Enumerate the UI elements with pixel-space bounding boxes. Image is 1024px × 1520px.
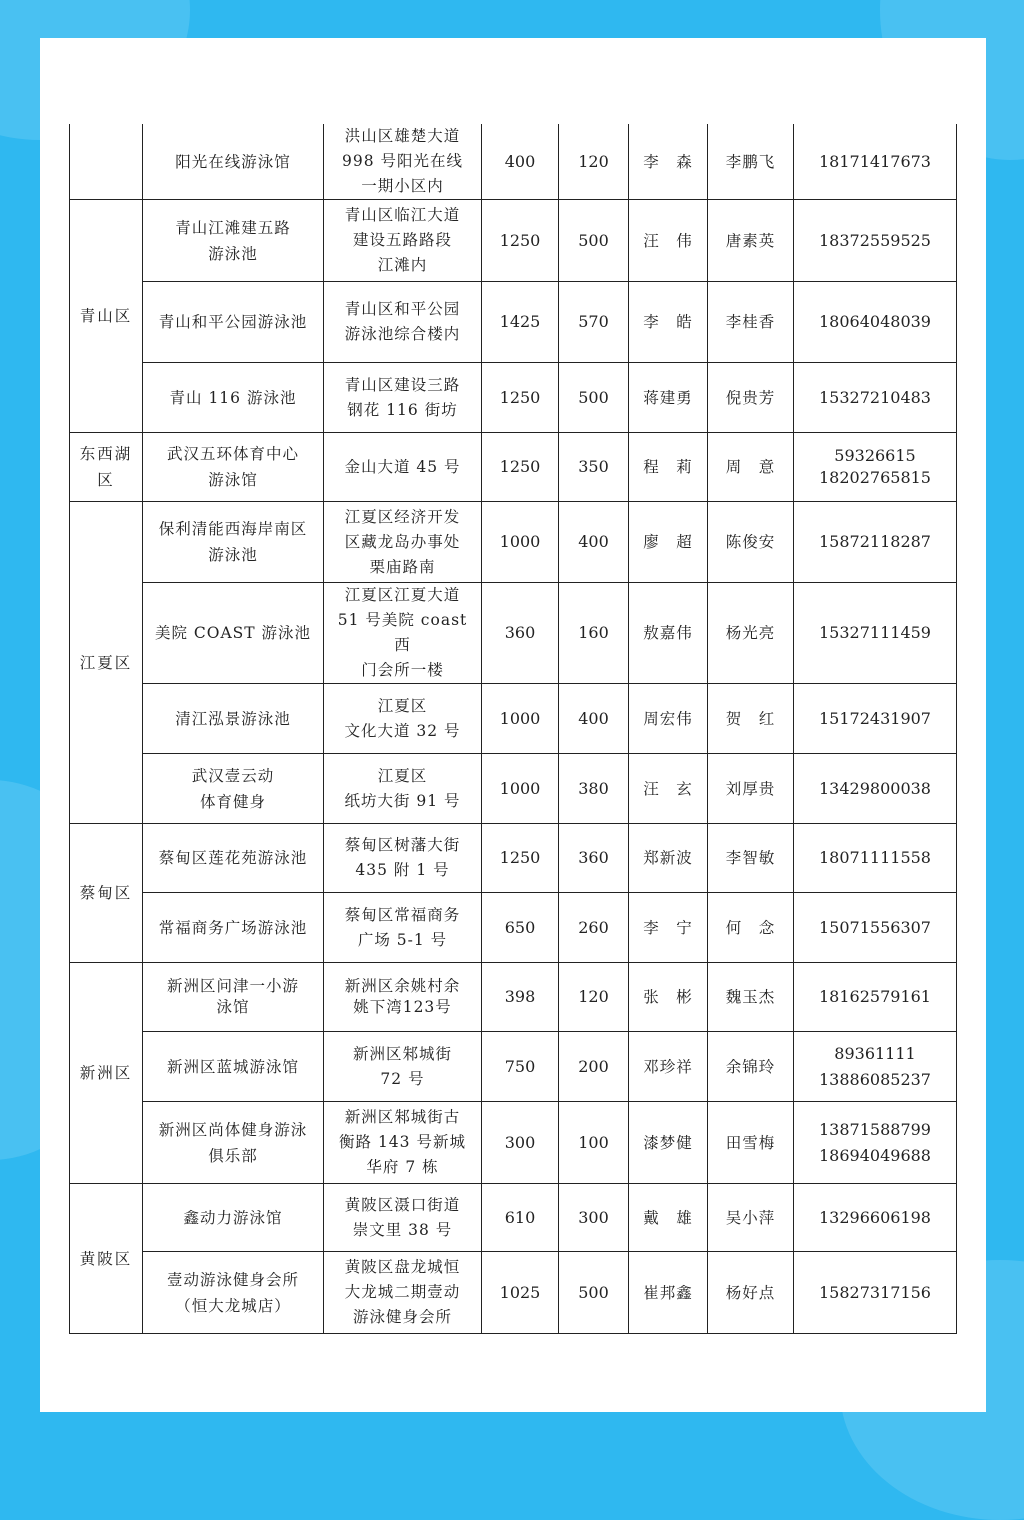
district-cell	[70, 124, 143, 200]
contact-person-cell: 李 宁	[629, 893, 708, 963]
phone-cell: 13296606198	[794, 1184, 957, 1252]
supervisor-cell: 杨光亮	[708, 583, 794, 684]
contact-person-cell: 蒋建勇	[629, 363, 708, 433]
contact-person-cell: 汪 伟	[629, 200, 708, 282]
address-cell: 青山区和平公园 游泳池综合楼内	[324, 282, 482, 363]
supervisor-cell: 田雪梅	[708, 1102, 794, 1184]
capacity-cell: 380	[559, 754, 629, 824]
area-cell: 750	[482, 1032, 559, 1102]
pool-name-cell: 阳光在线游泳馆	[143, 124, 324, 200]
capacity-cell: 570	[559, 282, 629, 363]
district-cell: 东西湖 区	[70, 433, 143, 502]
pool-name-cell: 美院 COAST 游泳池	[143, 583, 324, 684]
capacity-cell: 360	[559, 824, 629, 893]
supervisor-cell: 魏玉杰	[708, 963, 794, 1032]
supervisor-cell: 何 念	[708, 893, 794, 963]
swimming-pool-table	[69, 124, 957, 1334]
table-row	[70, 282, 957, 363]
address-cell: 黄陂区滠口街道 崇文里 38 号	[324, 1184, 482, 1252]
table-row	[70, 200, 957, 282]
pool-name-cell: 壹动游泳健身会所 （恒大龙城店）	[143, 1252, 324, 1334]
capacity-cell: 300	[559, 1184, 629, 1252]
table-row	[70, 1184, 957, 1252]
phone-cell: 15071556307	[794, 893, 957, 963]
phone-cell: 18162579161	[794, 963, 957, 1032]
pool-name-cell: 蔡甸区莲花苑游泳池	[143, 824, 324, 893]
pool-name-cell: 新洲区问津一小游 泳馆	[143, 963, 324, 1032]
area-cell: 650	[482, 893, 559, 963]
address-cell: 江夏区经济开发 区藏龙岛办事处 栗庙路南	[324, 502, 482, 583]
table-row	[70, 684, 957, 754]
contact-person-cell: 李 森	[629, 124, 708, 200]
supervisor-cell: 唐素英	[708, 200, 794, 282]
address-cell: 新洲区邾城街 72 号	[324, 1032, 482, 1102]
pool-name-cell: 青山 116 游泳池	[143, 363, 324, 433]
pool-name-cell: 保利清能西海岸南区 游泳池	[143, 502, 324, 583]
phone-cell: 13871588799 18694049688	[794, 1102, 957, 1184]
supervisor-cell: 余锦玲	[708, 1032, 794, 1102]
document-page	[40, 38, 986, 1412]
capacity-cell: 260	[559, 893, 629, 963]
area-cell: 1000	[482, 754, 559, 824]
address-cell: 蔡甸区树藩大街 435 附 1 号	[324, 824, 482, 893]
table-row	[70, 754, 957, 824]
capacity-cell: 120	[559, 963, 629, 1032]
table-row	[70, 433, 957, 502]
area-cell: 1250	[482, 433, 559, 502]
pool-name-cell: 武汉五环体育中心 游泳馆	[143, 433, 324, 502]
phone-cell: 15827317156	[794, 1252, 957, 1334]
capacity-cell: 120	[559, 124, 629, 200]
table-row	[70, 963, 957, 1032]
table-row	[70, 893, 957, 963]
address-cell: 黄陂区盘龙城恒 大龙城二期壹动 游泳健身会所	[324, 1252, 482, 1334]
area-cell: 1025	[482, 1252, 559, 1334]
address-cell: 新洲区邾城街古 衡路 143 号新城 华府 7 栋	[324, 1102, 482, 1184]
supervisor-cell: 吴小萍	[708, 1184, 794, 1252]
address-cell: 青山区建设三路 钢花 116 街坊	[324, 363, 482, 433]
area-cell: 1000	[482, 684, 559, 754]
capacity-cell: 350	[559, 433, 629, 502]
capacity-cell: 400	[559, 684, 629, 754]
contact-person-cell: 邓珍祥	[629, 1032, 708, 1102]
area-cell: 300	[482, 1102, 559, 1184]
contact-person-cell: 程 莉	[629, 433, 708, 502]
table-row	[70, 502, 957, 583]
supervisor-cell: 李智敏	[708, 824, 794, 893]
contact-person-cell: 戴 雄	[629, 1184, 708, 1252]
contact-person-cell: 崔邦鑫	[629, 1252, 708, 1334]
capacity-cell: 160	[559, 583, 629, 684]
table-row	[70, 583, 957, 684]
address-cell: 江夏区江夏大道 51 号美院 coast 西 门会所一楼	[324, 583, 482, 684]
district-cell: 青山区	[70, 200, 143, 433]
pool-name-cell: 新洲区蓝城游泳馆	[143, 1032, 324, 1102]
capacity-cell: 200	[559, 1032, 629, 1102]
pool-name-cell: 新洲区尚体健身游泳 俱乐部	[143, 1102, 324, 1184]
table-row	[70, 824, 957, 893]
address-cell: 洪山区雄楚大道 998 号阳光在线 一期小区内	[324, 124, 482, 200]
district-cell: 江夏区	[70, 502, 143, 824]
pool-name-cell: 常福商务广场游泳池	[143, 893, 324, 963]
area-cell: 1250	[482, 363, 559, 433]
capacity-cell: 500	[559, 363, 629, 433]
pool-name-cell: 鑫动力游泳馆	[143, 1184, 324, 1252]
supervisor-cell: 贺 红	[708, 684, 794, 754]
capacity-cell: 400	[559, 502, 629, 583]
address-cell: 蔡甸区常福商务 广场 5-1 号	[324, 893, 482, 963]
capacity-cell: 100	[559, 1102, 629, 1184]
phone-cell: 15872118287	[794, 502, 957, 583]
table-row	[70, 1032, 957, 1102]
contact-person-cell: 廖 超	[629, 502, 708, 583]
contact-person-cell: 汪 玄	[629, 754, 708, 824]
pool-name-cell: 青山江滩建五路 游泳池	[143, 200, 324, 282]
address-cell: 金山大道 45 号	[324, 433, 482, 502]
phone-cell: 15172431907	[794, 684, 957, 754]
pool-name-cell: 青山和平公园游泳池	[143, 282, 324, 363]
contact-person-cell: 郑新波	[629, 824, 708, 893]
phone-cell: 18372559525	[794, 200, 957, 282]
supervisor-cell: 周 意	[708, 433, 794, 502]
phone-cell: 13429800038	[794, 754, 957, 824]
area-cell: 610	[482, 1184, 559, 1252]
area-cell: 1250	[482, 200, 559, 282]
area-cell: 1425	[482, 282, 559, 363]
address-cell: 江夏区 文化大道 32 号	[324, 684, 482, 754]
area-cell: 360	[482, 583, 559, 684]
area-cell: 398	[482, 963, 559, 1032]
capacity-cell: 500	[559, 200, 629, 282]
contact-person-cell: 李 皓	[629, 282, 708, 363]
address-cell: 江夏区 纸坊大街 91 号	[324, 754, 482, 824]
supervisor-cell: 倪贵芳	[708, 363, 794, 433]
area-cell: 1250	[482, 824, 559, 893]
contact-person-cell: 漆梦健	[629, 1102, 708, 1184]
contact-person-cell: 周宏伟	[629, 684, 708, 754]
table-row	[70, 124, 957, 200]
supervisor-cell: 李鹏飞	[708, 124, 794, 200]
area-cell: 1000	[482, 502, 559, 583]
phone-cell: 18171417673	[794, 124, 957, 200]
table-row	[70, 1102, 957, 1184]
supervisor-cell: 杨好点	[708, 1252, 794, 1334]
capacity-cell: 500	[559, 1252, 629, 1334]
pool-name-cell: 武汉壹云动 体育健身	[143, 754, 324, 824]
supervisor-cell: 陈俊安	[708, 502, 794, 583]
district-cell: 新洲区	[70, 963, 143, 1184]
area-cell: 400	[482, 124, 559, 200]
district-cell: 黄陂区	[70, 1184, 143, 1334]
phone-cell: 15327111459	[794, 583, 957, 684]
contact-person-cell: 敖嘉伟	[629, 583, 708, 684]
phone-cell: 18071111558	[794, 824, 957, 893]
district-cell: 蔡甸区	[70, 824, 143, 963]
contact-person-cell: 张 彬	[629, 963, 708, 1032]
supervisor-cell: 刘厚贵	[708, 754, 794, 824]
phone-cell: 89361111 13886085237	[794, 1032, 957, 1102]
phone-cell: 15327210483	[794, 363, 957, 433]
pool-name-cell: 清江泓景游泳池	[143, 684, 324, 754]
phone-cell: 59326615 18202765815	[794, 433, 957, 502]
phone-cell: 18064048039	[794, 282, 957, 363]
table-row	[70, 363, 957, 433]
address-cell: 青山区临江大道 建设五路路段 江滩内	[324, 200, 482, 282]
address-cell: 新洲区余姚村余 姚下湾123号	[324, 963, 482, 1032]
table-row	[70, 1252, 957, 1334]
supervisor-cell: 李桂香	[708, 282, 794, 363]
